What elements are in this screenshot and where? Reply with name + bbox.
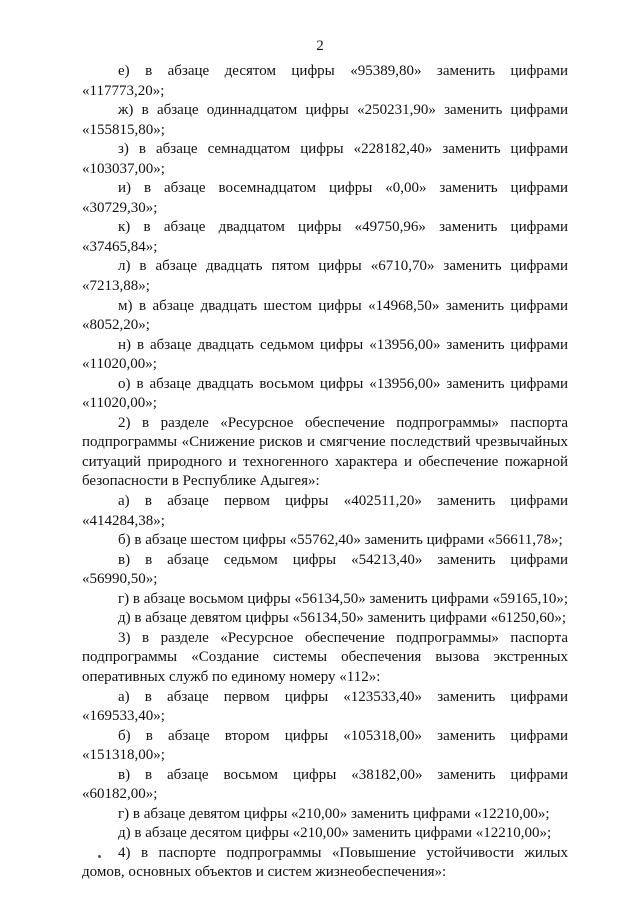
section-3-item-b: б) в абзаце втором цифры «105318,00» заменить цифрами «151318,00»; xyxy=(82,727,568,764)
paragraph-item-n: н) в абзаце двадцать седьмом цифры «13956,00» заменить цифрами «11020,00»; xyxy=(82,336,568,373)
document-body xyxy=(82,62,568,883)
page-number: 2 xyxy=(316,38,324,54)
section-3-item-v: в) в абзаце восьмом цифры «38182,00» заменить цифрами «60182,00»; xyxy=(82,766,568,803)
paragraph-item-m: м) в абзаце двадцать шестом цифры «14968,50» заменить цифрами «8052,20»; xyxy=(82,297,568,334)
scan-artifact xyxy=(98,855,101,858)
paragraph-item-z: з) в абзаце семнадцатом цифры «228182,40» заменить цифрами «103037,00»; xyxy=(82,141,568,177)
section-2-item-b: б) в абзаце шестом цифры «55762,40» заменить цифрами «56611,78»; xyxy=(118,532,563,549)
paragraph-item-k: к) в абзаце двадцатом цифры «49750,96» заменить цифрами «37465,84»; xyxy=(82,219,568,255)
section-2-item-d: д) в абзаце девятом цифры «56134,50» заменить цифрами «61250,60»; xyxy=(118,610,567,627)
section-2-heading: 2) в разделе «Ресурсное обеспечение подпрограммы» паспорта подпрограммы «Снижение рисков и смягчение последствий чрезвычайных ситуаций природного и техногенного характера и обеспечение пожарной безопасности в Республике Адыгея»: xyxy=(82,414,568,490)
section-2-item-g: г) в абзаце восьмом цифры «56134,50» заменить цифрами «59165,10»; xyxy=(118,590,568,607)
section-3-item-g: г) в абзаце девятом цифры «210,00» заменить цифрами «12210,00»; xyxy=(118,805,550,822)
paragraph-item-o: о) в абзаце двадцать восьмом цифры «13956,00» заменить цифрами «11020,00»; xyxy=(82,375,568,412)
section-2-item-v: в) в абзаце седьмом цифры «54213,40» заменить цифрами «56990,50»; xyxy=(82,551,568,588)
section-3-item-d: д) в абзаце десятом цифры «210,00» заменить цифрами «12210,00»; xyxy=(118,825,552,842)
paragraph-item-e: е) в абзаце десятом цифры «95389,80» заменить цифрами «117773,20»; xyxy=(82,63,568,99)
paragraph-item-l: л) в абзаце двадцать пятом цифры «6710,70» заменить цифрами «7213,88»; xyxy=(82,258,568,295)
paragraph-item-zh: ж) в абзаце одиннадцатом цифры «250231,90» заменить цифрами «155815,80»; xyxy=(82,102,568,138)
section-3-item-a: а) в абзаце первом цифры «123533,40» заменить цифрами «169533,40»; xyxy=(82,688,568,725)
paragraph-item-i: и) в абзаце восемнадцатом цифры «0,00» заменить цифрами «30729,30»; xyxy=(82,180,568,216)
section-3-heading: 3) в разделе «Ресурсное обеспечение подпрограммы» паспорта подпрограммы «Создание системы обеспечения вызова экстренных оперативных служб по единому номеру «112»: xyxy=(82,629,568,685)
section-4-heading: 4) в паспорте подпрограммы «Повышение устойчивости жилых домов, основных объектов и систем жизнеобеспечения»: xyxy=(82,844,568,881)
section-2-item-a: а) в абзаце первом цифры «402511,20» заменить цифрами «414284,38»; xyxy=(82,493,568,529)
